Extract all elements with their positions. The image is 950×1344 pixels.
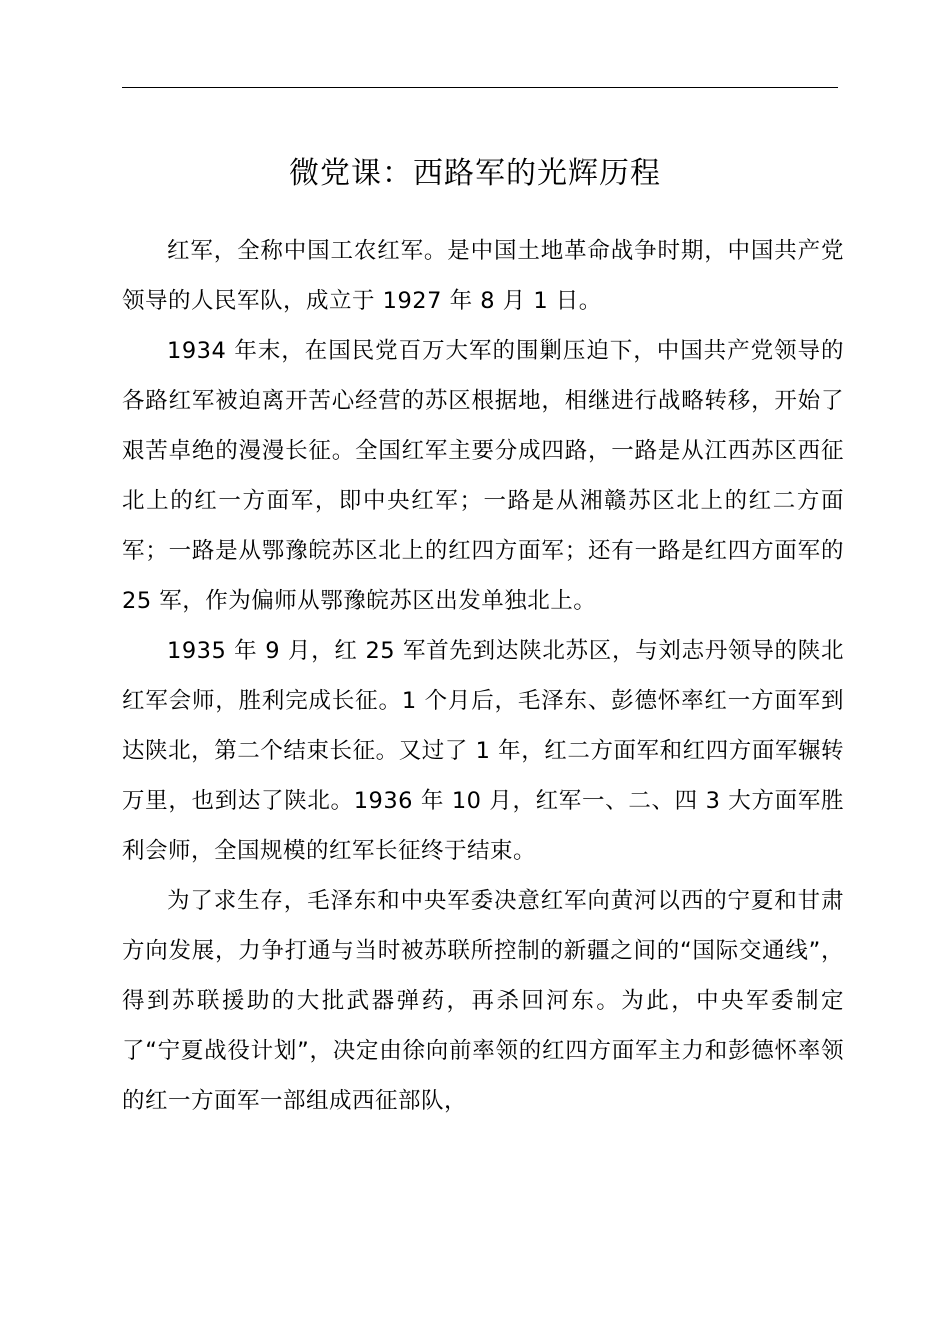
paragraph-4: 为了求生存，毛泽东和中央军委决意红军向黄河以西的宁夏和甘肃方向发展，力争打通与当时被苏联所控制的新疆之间的“国际交通线”，得到苏联援助的大批武器弹药，再杀回河东。为此，中央军委制定了“宁夏战役计划”，决定由徐向前率领的红四方面军主力和彭德怀率领的红一方面军一部组成西征部队，: [122, 888, 844, 1114]
page-title: 微党课：西路军的光辉历程: [289, 156, 661, 191]
paragraph-3: 1935 年 9 月，红 25 军首先到达陕北苏区，与刘志丹领导的陕北红军会师，胜利完成长征。1 个月后，毛泽东、彭德怀率红一方面军到达陕北，第二个结束长征。又过了 1 年，红二方面军和红四方面军辗转万里，也到达了陕北。1936 年 10 月，红军一、二、四 3 大方面军胜利会师，全国规模的红军长征终于结束。: [122, 638, 844, 864]
header-rule: [122, 87, 838, 88]
paragraph-2: 1934 年末，在国民党百万大军的围剿压迫下，中国共产党领导的各路红军被迫离开苦心经营的苏区根据地，相继进行战略转移，开始了艰苦卓绝的漫漫长征。全国红军主要分成四路，一路是从江西苏区西征北上的红一方面军，即中央红军；一路是从湘赣苏区北上的红二方面军；一路是从鄂豫皖苏区北上的红四方面军；还有一路是红四方面军的 25 军，作为偏师从鄂豫皖苏区出发单独北上。: [122, 338, 844, 614]
paragraph-1: 红军，全称中国工农红军。是中国土地革命战争时期，中国共产党领导的人民军队，成立于 1927 年 8 月 1 日。: [122, 238, 844, 314]
document-body: [122, 226, 844, 1126]
